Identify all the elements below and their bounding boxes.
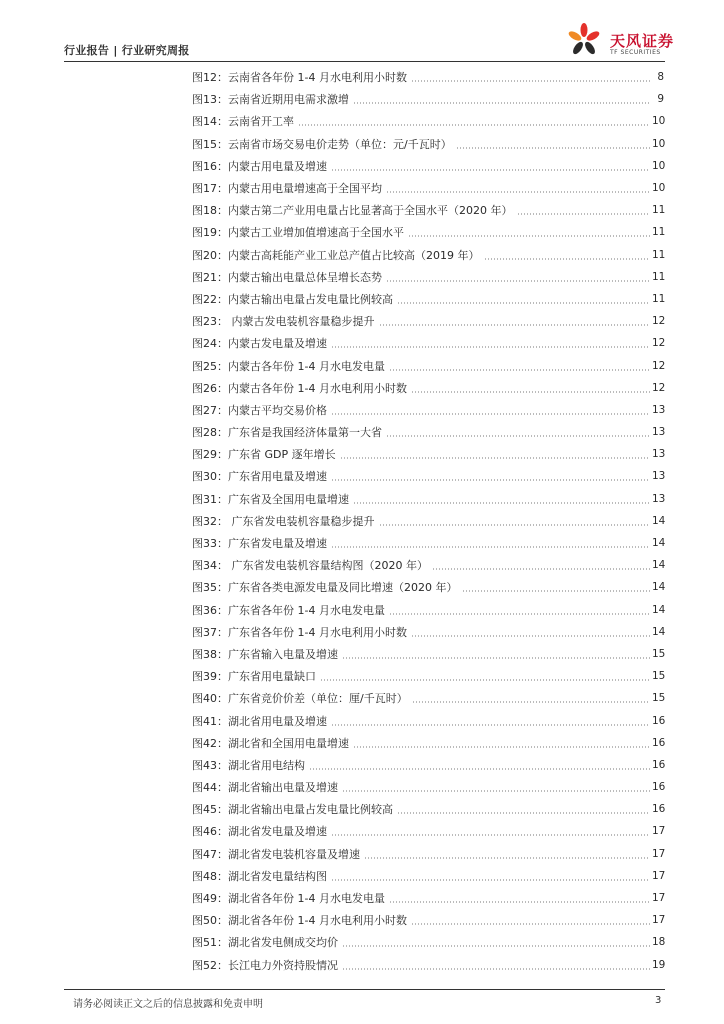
toc-entry-label: 图30：广东省用电量及增速 — [192, 470, 327, 484]
toc-leader-dots — [342, 657, 650, 659]
toc-entry-label: 图32： 广东省发电装机容量稳步提升 — [192, 514, 375, 528]
toc-entry-page: 16 — [652, 781, 666, 794]
toc-entry-label: 图28：广东省是我国经济体量第一大省 — [192, 426, 382, 440]
toc-leader-dots — [320, 679, 650, 681]
toc-entry[interactable] — [192, 554, 664, 576]
toc-leader-dots — [389, 369, 650, 371]
toc-entry-label: 图20：内蒙古高耗能产业工业总产值占比较高（2019 年） — [192, 248, 480, 262]
toc-entry-page: 17 — [652, 892, 666, 905]
toc-leader-dots — [386, 191, 650, 193]
toc-leader-dots — [386, 280, 650, 282]
toc-entry-page: 16 — [652, 714, 666, 727]
toc-leader-dots — [397, 302, 650, 304]
toc-entry[interactable] — [192, 66, 664, 88]
toc-entry-label: 图19：内蒙古工业增加值增速高于全国水平 — [192, 226, 404, 240]
toc-entry[interactable] — [192, 310, 664, 332]
toc-entry-page: 15 — [652, 670, 666, 683]
toc-entry[interactable] — [192, 244, 664, 266]
toc-entry-label: 图44：湖北省输出电量及增速 — [192, 781, 338, 795]
toc-entry-label: 图24：内蒙古发电量及增速 — [192, 337, 327, 351]
toc-entry[interactable] — [192, 266, 664, 288]
toc-leader-dots — [331, 834, 650, 836]
toc-entry-page: 17 — [652, 825, 666, 838]
toc-leader-dots — [331, 879, 650, 881]
toc-entry-label: 图39：广东省用电量缺口 — [192, 670, 316, 684]
toc-leader-dots — [309, 768, 650, 770]
toc-entry-label: 图38：广东省输入电量及增速 — [192, 647, 338, 661]
toc-entry-page: 9 — [657, 93, 664, 106]
toc-entry-page: 12 — [652, 359, 666, 372]
brand-name: 天风证券 — [610, 32, 675, 50]
toc-entry-label: 图51：湖北省发电侧成交均价 — [192, 936, 338, 950]
toc-leader-dots — [408, 235, 650, 237]
report-category-title: 行业报告 | 行业研究周报 — [64, 44, 190, 57]
toc-leader-dots — [389, 613, 650, 615]
toc-entry-page: 17 — [652, 914, 666, 927]
toc-entry[interactable] — [192, 399, 664, 421]
toc-entry-page: 10 — [652, 115, 666, 128]
toc-entry-label: 图12：云南省各年份 1-4 月水电利用小时数 — [192, 71, 407, 85]
toc-leader-dots — [389, 901, 650, 903]
toc-entry[interactable] — [192, 377, 664, 399]
toc-entry-label: 图40：广东省竞价价差（单位：厘/千瓦时） — [192, 692, 408, 706]
toc-leader-dots — [364, 857, 650, 859]
toc-entry[interactable] — [192, 465, 664, 487]
toc-entry[interactable] — [192, 88, 664, 110]
toc-leader-dots — [342, 790, 650, 792]
toc-leader-dots — [331, 169, 650, 171]
toc-entry[interactable] — [192, 576, 664, 598]
toc-entry[interactable] — [192, 199, 664, 221]
toc-leader-dots — [411, 391, 650, 393]
toc-entry[interactable] — [192, 421, 664, 443]
toc-entry-label: 图33：广东省发电量及增速 — [192, 537, 327, 551]
toc-entry[interactable] — [192, 820, 664, 842]
toc-entry[interactable] — [192, 332, 664, 354]
toc-entry-label: 图48：湖北省发电量结构图 — [192, 869, 327, 883]
toc-leader-dots — [353, 102, 650, 104]
toc-entry-page: 13 — [652, 470, 666, 483]
toc-entry-page: 16 — [652, 758, 666, 771]
toc-entry[interactable] — [192, 532, 664, 554]
toc-entry[interactable] — [192, 954, 664, 976]
toc-entry-page: 14 — [652, 559, 666, 572]
toc-entry[interactable] — [192, 709, 664, 731]
toc-leader-dots — [340, 457, 650, 459]
toc-entry-page: 11 — [652, 270, 666, 283]
toc-entry[interactable] — [192, 887, 664, 909]
toc-entry-label: 图47：湖北省发电装机容量及增速 — [192, 847, 360, 861]
toc-entry-page: 14 — [652, 625, 666, 638]
toc-leader-dots — [386, 435, 650, 437]
footer-divider — [64, 989, 665, 990]
toc-entry-page: 11 — [652, 226, 666, 239]
toc-entry[interactable] — [192, 865, 664, 887]
toc-entry-label: 图23： 内蒙古发电装机容量稳步提升 — [192, 315, 375, 329]
toc-entry[interactable] — [192, 133, 664, 155]
toc-leader-dots — [331, 413, 650, 415]
toc-entry-label: 图14：云南省开工率 — [192, 115, 294, 129]
toc-entry[interactable] — [192, 443, 664, 465]
toc-entry-page: 14 — [652, 581, 666, 594]
toc-leader-dots — [353, 502, 650, 504]
figure-table-of-contents — [192, 66, 664, 976]
toc-entry-page: 17 — [652, 847, 666, 860]
toc-entry-page: 8 — [657, 71, 664, 84]
toc-entry[interactable] — [192, 665, 664, 687]
toc-entry-page: 13 — [652, 448, 666, 461]
toc-entry-label: 图36：广东省各年份 1-4 月水电发电量 — [192, 603, 385, 617]
toc-entry[interactable] — [192, 599, 664, 621]
toc-entry-page: 13 — [652, 426, 666, 439]
toc-entry-label: 图16：内蒙古用电量及增速 — [192, 159, 327, 173]
toc-entry-page: 16 — [652, 803, 666, 816]
toc-leader-dots — [379, 524, 651, 526]
toc-entry-page: 10 — [652, 182, 666, 195]
toc-entry-label: 图34： 广东省发电装机容量结构图（2020 年） — [192, 559, 428, 573]
toc-leader-dots — [397, 812, 650, 814]
toc-entry-label: 图22：内蒙古输出电量占发电量比例较高 — [192, 292, 393, 306]
toc-leader-dots — [353, 746, 650, 748]
toc-entry-label: 图29：广东省 GDP 逐年增长 — [192, 448, 336, 462]
toc-entry-label: 图21：内蒙古输出电量总体呈增长态势 — [192, 270, 382, 284]
toc-entry-page: 12 — [652, 381, 666, 394]
toc-leader-dots — [298, 124, 650, 126]
toc-leader-dots — [411, 635, 650, 637]
toc-entry-label: 图37：广东省各年份 1-4 月水电利用小时数 — [192, 625, 407, 639]
toc-leader-dots — [411, 923, 650, 925]
toc-entry-page: 16 — [652, 736, 666, 749]
toc-leader-dots — [412, 701, 650, 703]
toc-entry-page: 11 — [652, 204, 666, 217]
toc-entry[interactable] — [192, 931, 664, 953]
toc-entry-label: 图50：湖北省各年份 1-4 月水电利用小时数 — [192, 914, 407, 928]
header-divider — [64, 61, 665, 62]
toc-entry[interactable] — [192, 732, 664, 754]
toc-entry-page: 10 — [652, 137, 666, 150]
toc-entry[interactable] — [192, 177, 664, 199]
toc-entry-label: 图42：湖北省和全国用电量增速 — [192, 736, 349, 750]
toc-entry-label: 图45：湖北省输出电量占发电量比例较高 — [192, 803, 393, 817]
toc-entry[interactable] — [192, 354, 664, 376]
page-number: 3 — [655, 995, 662, 1006]
toc-entry[interactable] — [192, 843, 664, 865]
toc-leader-dots — [411, 80, 650, 82]
toc-entry-page: 17 — [652, 869, 666, 882]
toc-entry[interactable] — [192, 776, 664, 798]
toc-entry-label: 图49：湖北省各年份 1-4 月水电发电量 — [192, 892, 385, 906]
toc-entry-label: 图18：内蒙古第二产业用电量占比显著高于全国水平（2020 年） — [192, 204, 513, 218]
toc-entry-page: 14 — [652, 514, 666, 527]
toc-leader-dots — [342, 968, 650, 970]
toc-entry-label: 图17：内蒙古用电量增速高于全国平均 — [192, 182, 382, 196]
toc-leader-dots — [484, 258, 651, 260]
toc-entry-page: 12 — [652, 315, 666, 328]
toc-leader-dots — [331, 724, 650, 726]
toc-entry-page: 11 — [652, 292, 666, 305]
toc-entry-label: 图15：云南省市场交易电价走势（单位：元/千瓦时） — [192, 137, 452, 151]
toc-leader-dots — [379, 324, 651, 326]
toc-entry-page: 10 — [652, 159, 666, 172]
toc-entry-label: 图26：内蒙古各年份 1-4 月水电利用小时数 — [192, 381, 407, 395]
toc-entry[interactable] — [192, 510, 664, 532]
toc-entry-page: 13 — [652, 403, 666, 416]
toc-entry-page: 15 — [652, 647, 666, 660]
toc-entry-page: 14 — [652, 603, 666, 616]
toc-entry-label: 图31：广东省及全国用电量增速 — [192, 492, 349, 506]
toc-entry-label: 图46：湖北省发电量及增速 — [192, 825, 327, 839]
toc-entry-label: 图25：内蒙古各年份 1-4 月水电发电量 — [192, 359, 385, 373]
toc-entry-label: 图27：内蒙古平均交易价格 — [192, 403, 327, 417]
toc-entry-label: 图43：湖北省用电结构 — [192, 758, 305, 772]
toc-leader-dots — [331, 346, 650, 348]
toc-entry-label: 图52：长江电力外资持股情况 — [192, 958, 338, 972]
toc-entry-page: 19 — [652, 958, 666, 971]
toc-entry-label: 图35：广东省各类电源发电量及同比增速（2020 年） — [192, 581, 458, 595]
toc-entry-page: 12 — [652, 337, 666, 350]
toc-entry[interactable] — [192, 110, 664, 132]
toc-entry[interactable] — [192, 221, 664, 243]
toc-leader-dots — [462, 590, 651, 592]
toc-entry[interactable] — [192, 798, 664, 820]
toc-entry-page: 14 — [652, 537, 666, 550]
brand-subtitle: TF SECURITIES — [610, 49, 661, 56]
toc-entry[interactable] — [192, 754, 664, 776]
toc-entry-page: 11 — [652, 248, 666, 261]
toc-leader-dots — [517, 213, 651, 215]
toc-entry-label: 图13：云南省近期用电需求激增 — [192, 93, 349, 107]
footer-disclaimer: 请务必阅读正文之后的信息披露和免责申明 — [73, 999, 263, 1010]
toc-entry-page: 15 — [652, 692, 666, 705]
toc-leader-dots — [432, 568, 650, 570]
toc-leader-dots — [456, 147, 650, 149]
toc-entry[interactable] — [192, 488, 664, 510]
toc-leader-dots — [331, 479, 650, 481]
toc-entry-page: 13 — [652, 492, 666, 505]
toc-entry[interactable] — [192, 621, 664, 643]
toc-entry[interactable] — [192, 643, 664, 665]
toc-entry[interactable] — [192, 155, 664, 177]
toc-entry-label: 图41：湖北省用电量及增速 — [192, 714, 327, 728]
toc-entry-page: 18 — [652, 936, 666, 949]
toc-entry[interactable] — [192, 909, 664, 931]
toc-leader-dots — [331, 546, 650, 548]
toc-entry[interactable] — [192, 288, 664, 310]
toc-entry[interactable] — [192, 687, 664, 709]
toc-leader-dots — [342, 945, 650, 947]
